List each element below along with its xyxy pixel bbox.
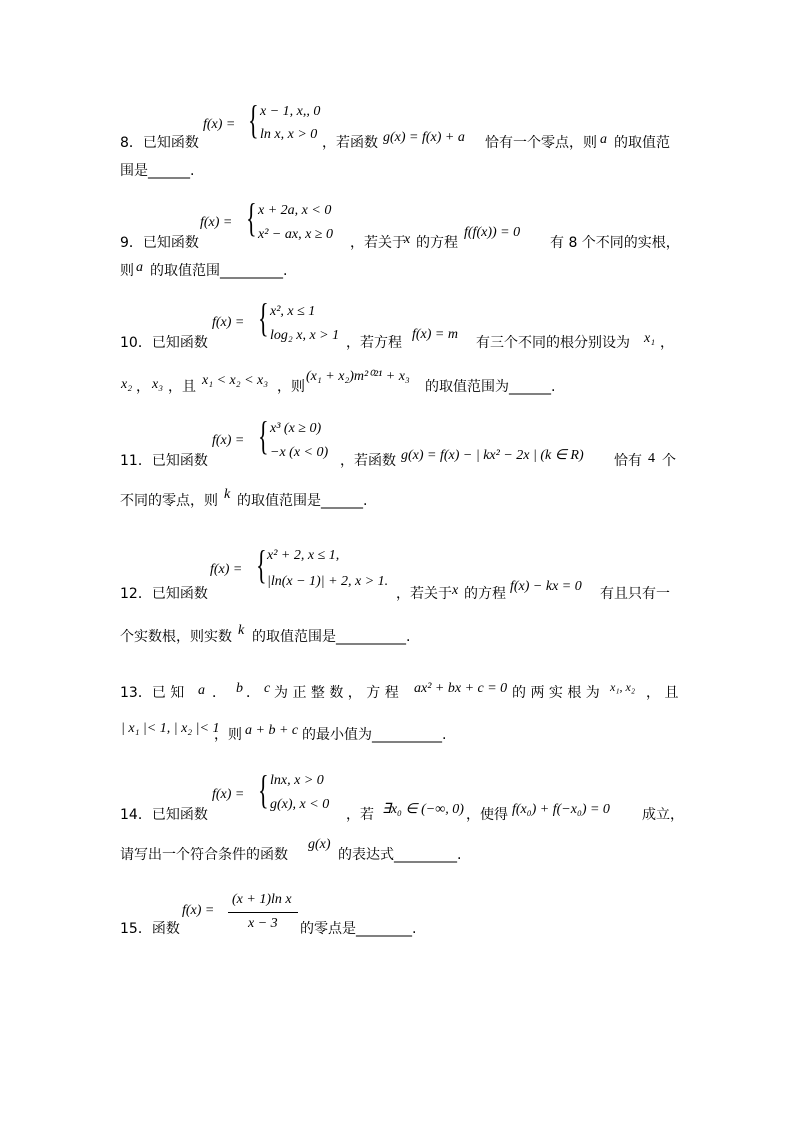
p14-text3: 成立，	[642, 807, 684, 823]
p8-case1: x − 1, x,, 0	[260, 104, 321, 119]
p14-condition: ∃x₀ ∈ (−∞, 0)	[382, 802, 464, 817]
p8-fx: f(x) =	[203, 117, 236, 132]
p9-text1: ，若关于	[350, 235, 406, 251]
p10-brace: {	[258, 295, 269, 340]
p14-gx: g(x)	[308, 837, 331, 852]
p11-var-k: k	[224, 487, 231, 502]
p9-equation: f(f(x)) = 0	[464, 225, 521, 240]
p12-number: 12．已知函数	[120, 586, 208, 602]
p9-line2b: 的取值范围_________.	[150, 263, 288, 279]
p13-var-c: c	[264, 681, 271, 696]
p10-text4: ，则	[277, 379, 305, 395]
p9-text2: 的方程	[416, 235, 458, 251]
p13-line2b: 的最小值为__________.	[302, 727, 447, 743]
p12-case1: x² + 2, x ≤ 1,	[267, 548, 340, 563]
p15-number: 15．函数	[120, 921, 180, 937]
p8-case2: ln x, x > 0	[260, 127, 318, 142]
p10-var-x1: x₁	[644, 331, 656, 346]
p12-equation: f(x) − kx = 0	[510, 579, 582, 594]
p12-fx: f(x) =	[210, 562, 243, 577]
p11-line2a: 不同的零点，则	[120, 493, 218, 509]
p14-case2: g(x), x < 0	[270, 797, 330, 812]
p11-text3: 个	[662, 453, 676, 469]
p15-denominator: x − 3	[248, 916, 278, 931]
p10-text5: 的取值范围为______.	[425, 379, 556, 395]
p9-case2: x² − ax, x ≥ 0	[258, 227, 333, 242]
p13-text2: 的 两 实 根 为	[512, 685, 600, 701]
p13-line2a: ，则	[214, 727, 242, 743]
p11-num-4: 4	[648, 451, 655, 466]
p13-roots: x₁, x₂	[610, 680, 635, 694]
p9-fx: f(x) =	[200, 215, 233, 230]
p13-var-a: a	[198, 683, 205, 698]
p8-var-a: a	[600, 132, 607, 147]
p10-comma2: ，	[136, 379, 150, 395]
p12-text3: 有且只有一	[600, 586, 670, 602]
p11-brace: {	[258, 413, 269, 458]
p12-text1: ，若关于	[396, 586, 452, 602]
p9-text3: 有 8 个不同的实根，	[550, 235, 680, 251]
p14-case1: lnx, x > 0	[270, 773, 324, 788]
p13-dot2: ．	[246, 685, 260, 701]
p13-expression: a + b + c	[245, 723, 299, 738]
p9-case1: x + 2a, x < 0	[258, 203, 332, 218]
p13-equation: ax² + bx + c = 0	[414, 681, 508, 696]
p13-var-b: b	[236, 681, 243, 696]
p8-text2: 恰有一个零点，则	[485, 135, 597, 151]
p12-line2b: 的取值范围是__________.	[252, 629, 411, 645]
p14-brace: {	[258, 767, 269, 812]
p10-case1: x², x ≤ 1	[270, 304, 316, 319]
p10-fx: f(x) =	[212, 315, 245, 330]
p14-line2a: 请写出一个符合条件的函数	[120, 847, 288, 863]
p12-line2a: 个实数根，则实数	[120, 629, 232, 645]
p12-text2: 的方程	[464, 586, 506, 602]
p10-number: 10．已知函数	[120, 335, 208, 351]
p14-number: 14．已知函数	[120, 807, 208, 823]
p15-fx: f(x) =	[182, 903, 215, 918]
p14-line2b: 的表达式_________.	[338, 847, 462, 863]
p11-text2: 恰有	[614, 453, 642, 469]
p13-text1: 为 正 整 数 ， 方 程	[274, 685, 399, 701]
p13-number: 13．已 知	[120, 685, 185, 701]
p15-numerator: (x + 1)ln x	[232, 892, 292, 907]
p12-var-k: k	[238, 623, 245, 638]
p10-var-x3: x₃	[152, 377, 164, 392]
p10-case2: log₂ x, x > 1	[270, 328, 340, 343]
p11-fx: f(x) =	[212, 433, 245, 448]
p14-fx: f(x) =	[212, 787, 245, 802]
p15-fraction-bar	[228, 912, 298, 913]
p11-number: 11．已知函数	[120, 453, 208, 469]
p8-equation: g(x) = f(x) + a	[383, 130, 465, 145]
p10-comma: ，	[660, 335, 674, 351]
p10-expression: (x₁ + x₂)m²⁰²¹ + x₃	[306, 369, 410, 384]
p8-line2: 围是______.	[120, 163, 195, 179]
p11-line2b: 的取值范围是______.	[237, 493, 368, 509]
p10-text2: 有三个不同的根分别设为	[476, 335, 630, 351]
p13-text3: ， 且	[646, 685, 679, 701]
p14-text2: ，使得	[466, 807, 508, 823]
p13-dot1: ．	[212, 685, 226, 701]
p13-condition: | x₁ |< 1, | x₂ |< 1	[121, 721, 220, 736]
p11-case2: −x (x < 0)	[270, 445, 329, 460]
p9-var-x: x	[404, 232, 411, 247]
p14-equation: f(x₀) + f(−x₀) = 0	[512, 802, 610, 817]
p12-var-x: x	[452, 583, 459, 598]
p10-text3: ，且	[168, 379, 196, 395]
p8-text3: 的取值范	[614, 135, 670, 151]
p9-number: 9．已知函数	[120, 235, 199, 251]
p11-equation: g(x) = f(x) − | kx² − 2x | (k ∈ R)	[401, 448, 584, 463]
p12-case2: |ln(x − 1)| + 2, x > 1.	[267, 574, 389, 589]
p12-brace: {	[256, 542, 267, 587]
p9-var-a: a	[136, 260, 143, 275]
p8-brace: {	[248, 97, 259, 142]
p8-text1: ，若函数	[322, 135, 378, 151]
p9-line2a: 则	[120, 263, 134, 279]
p11-text1: ，若函数	[340, 453, 396, 469]
p10-text1: ，若方程	[346, 335, 402, 351]
p8-number: 8．已知函数	[120, 135, 199, 151]
p10-equation: f(x) = m	[412, 327, 458, 342]
p9-brace: {	[246, 195, 257, 240]
p10-inequality: x₁ < x₂ < x₃	[202, 373, 269, 388]
p14-text1: ，若	[346, 807, 374, 823]
p10-var-x2: x₂	[121, 377, 133, 392]
p11-case1: x³ (x ≥ 0)	[270, 421, 322, 436]
p15-text1: 的零点是________.	[300, 921, 417, 937]
